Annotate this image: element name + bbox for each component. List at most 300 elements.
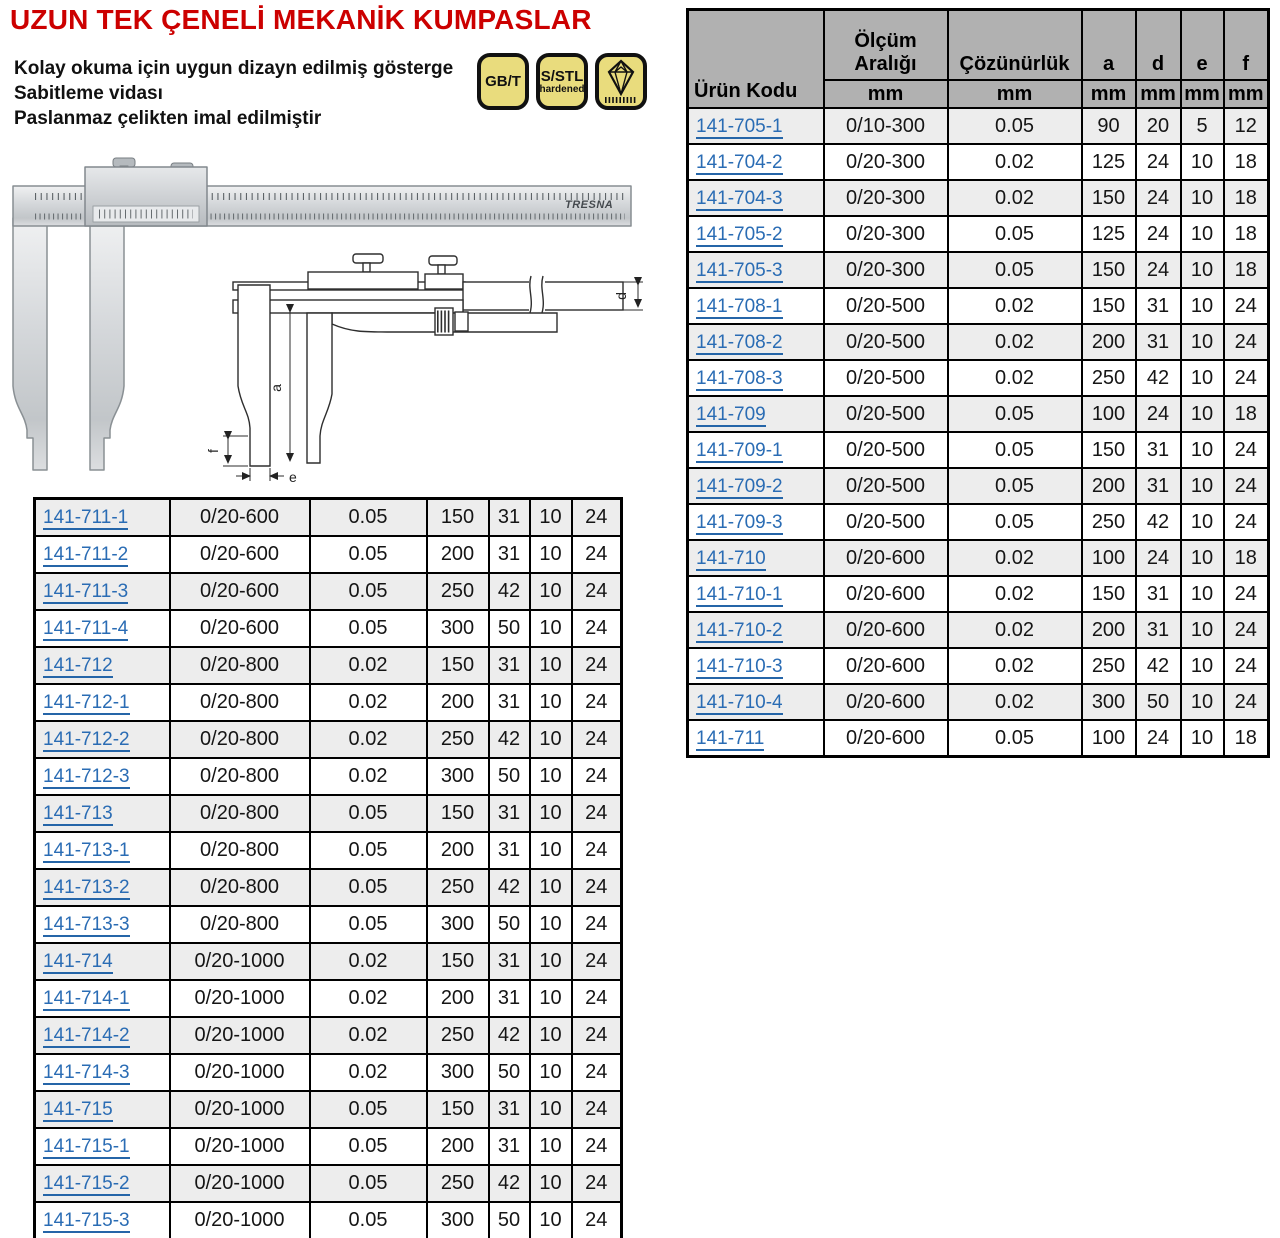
spec-value-cell: 200: [1082, 612, 1136, 648]
caliper-illustration: [5, 148, 645, 498]
spec-value-cell: 250: [427, 1017, 489, 1054]
unit-cell: mm: [1181, 80, 1224, 108]
spec-value-cell: 10: [1181, 396, 1224, 432]
product-code-link[interactable]: 141-710-1: [696, 583, 783, 605]
dim-label-a: a: [268, 384, 284, 392]
spec-value-cell: 50: [489, 610, 530, 647]
product-code-link[interactable]: 141-709-3: [696, 511, 783, 533]
left-spec-table: [33, 497, 623, 1238]
spec-value-cell: 24: [572, 832, 622, 869]
spec-value-cell: 200: [427, 980, 489, 1017]
table-row: [688, 252, 1269, 288]
spec-value-cell: 24: [1136, 216, 1181, 252]
table-row: [35, 610, 622, 647]
spec-value-cell: 10: [1181, 684, 1224, 720]
spec-value-cell: 42: [489, 869, 530, 906]
spec-value-cell: 10: [530, 1017, 572, 1054]
spec-value-cell: 300: [427, 1202, 489, 1238]
right-spec-table: [686, 8, 1270, 758]
spec-value-cell: 10: [530, 499, 572, 537]
spec-value-cell: 0/20-1000: [170, 1054, 310, 1091]
table-row: [35, 573, 622, 610]
product-code-cell: [35, 1202, 170, 1238]
spec-value-cell: 0.02: [948, 288, 1082, 324]
feature-line: Kolay okuma için uygun dizayn edilmiş gösterge: [14, 58, 454, 79]
spec-value-cell: 300: [427, 610, 489, 647]
product-code-cell: [35, 906, 170, 943]
spec-value-cell: 0/20-500: [824, 432, 948, 468]
dim-label-e: e: [289, 469, 297, 485]
spec-value-cell: 300: [427, 1054, 489, 1091]
table-row: [688, 540, 1269, 576]
spec-value-cell: 10: [530, 832, 572, 869]
table-row: [35, 906, 622, 943]
product-code-link[interactable]: 141-711-1: [43, 507, 129, 528]
spec-value-cell: 200: [427, 832, 489, 869]
col-header-e: e: [1181, 10, 1224, 81]
spec-value-cell: 18: [1224, 252, 1269, 288]
spec-value-cell: 0.05: [948, 504, 1082, 540]
spec-value-cell: 0/20-1000: [170, 943, 310, 980]
spec-value-cell: 42: [1136, 648, 1181, 684]
product-code-link[interactable]: 141-713-1: [43, 840, 130, 861]
spec-value-cell: 10: [530, 906, 572, 943]
spec-value-cell: 24: [572, 684, 622, 721]
product-code-cell: [35, 1128, 170, 1165]
product-code-link[interactable]: 141-715: [43, 1099, 113, 1120]
product-code-link[interactable]: 141-705-1: [696, 115, 783, 137]
table-row: [688, 360, 1269, 396]
spec-value-cell: 42: [489, 721, 530, 758]
product-code-link[interactable]: 141-711-2: [43, 544, 129, 565]
product-code-link[interactable]: 141-711-3: [43, 581, 129, 602]
spec-value-cell: 31: [1136, 324, 1181, 360]
spec-value-cell: 0/20-500: [824, 504, 948, 540]
product-code-link[interactable]: 141-712: [43, 655, 113, 676]
product-code-link[interactable]: 141-713: [43, 803, 113, 824]
spec-value-cell: 10: [530, 610, 572, 647]
product-code-cell: [688, 576, 824, 612]
spec-value-cell: 0.05: [310, 573, 427, 610]
table-row: [688, 108, 1269, 144]
table-row: [35, 869, 622, 906]
diamond-icon: [595, 53, 647, 110]
spec-value-cell: 24: [1224, 432, 1269, 468]
spec-value-cell: 150: [427, 1091, 489, 1128]
spec-value-cell: 24: [572, 1165, 622, 1202]
product-code-cell: [35, 721, 170, 758]
spec-value-cell: 50: [1136, 684, 1181, 720]
spec-value-cell: 24: [572, 610, 622, 647]
spec-value-cell: 0/20-800: [170, 906, 310, 943]
spec-value-cell: 0/20-800: [170, 684, 310, 721]
table-row: [688, 684, 1269, 720]
spec-value-cell: 0.05: [948, 252, 1082, 288]
spec-value-cell: 0.02: [310, 1017, 427, 1054]
spec-value-cell: 0.02: [948, 180, 1082, 216]
table-row: [688, 504, 1269, 540]
spec-value-cell: 0.02: [948, 684, 1082, 720]
spec-value-cell: 31: [1136, 288, 1181, 324]
spec-value-cell: 0/20-1000: [170, 1091, 310, 1128]
spec-value-cell: 0.05: [310, 499, 427, 537]
spec-value-cell: 24: [572, 1054, 622, 1091]
spec-value-cell: 0/20-500: [824, 288, 948, 324]
spec-value-cell: 0.02: [948, 612, 1082, 648]
spec-value-cell: 31: [489, 499, 530, 537]
unit-cell: mm: [1224, 80, 1269, 108]
product-code-link[interactable]: 141-708-2: [696, 331, 783, 353]
spec-value-cell: 42: [489, 1017, 530, 1054]
spec-value-cell: 0.02: [310, 721, 427, 758]
spec-value-cell: 10: [1181, 468, 1224, 504]
spec-value-cell: 10: [530, 573, 572, 610]
product-code-cell: [35, 536, 170, 573]
spec-value-cell: 0.05: [948, 468, 1082, 504]
table-row: [688, 648, 1269, 684]
spec-value-cell: 50: [489, 1054, 530, 1091]
spec-value-cell: 24: [1224, 288, 1269, 324]
table-row: [688, 720, 1269, 757]
spec-value-cell: 0/20-1000: [170, 980, 310, 1017]
spec-value-cell: 150: [427, 795, 489, 832]
feature-list: [14, 56, 453, 131]
brand-logo: TRESNA: [565, 199, 614, 211]
col-header-a: a: [1082, 10, 1136, 81]
spec-value-cell: 10: [530, 1091, 572, 1128]
spec-value-cell: 10: [530, 869, 572, 906]
spec-value-cell: 31: [489, 1128, 530, 1165]
spec-value-cell: 10: [530, 795, 572, 832]
spec-value-cell: 200: [427, 1128, 489, 1165]
spec-value-cell: 24: [1224, 504, 1269, 540]
spec-value-cell: 24: [572, 1091, 622, 1128]
product-code-link[interactable]: 141-709: [696, 403, 766, 425]
spec-value-cell: 10: [530, 536, 572, 573]
spec-value-cell: 24: [1136, 180, 1181, 216]
spec-value-cell: 0/20-300: [824, 252, 948, 288]
spec-value-cell: 0.05: [310, 869, 427, 906]
product-code-cell: [35, 869, 170, 906]
spec-value-cell: 250: [1082, 648, 1136, 684]
spec-value-cell: 0/20-600: [824, 612, 948, 648]
col-header-measuring-range: Ölçüm Aralığı: [824, 10, 948, 81]
spec-value-cell: 150: [1082, 432, 1136, 468]
spec-value-cell: 10: [530, 943, 572, 980]
spec-value-cell: 200: [1082, 324, 1136, 360]
col-header-resolution: Çözünürlük: [948, 10, 1082, 81]
table-row: [688, 612, 1269, 648]
product-code-link[interactable]: 141-714-2: [43, 1025, 130, 1046]
spec-value-cell: 18: [1224, 720, 1269, 757]
spec-value-cell: 10: [530, 980, 572, 1017]
spec-value-cell: 31: [489, 943, 530, 980]
product-code-cell: [35, 1165, 170, 1202]
spec-value-cell: 0.05: [310, 610, 427, 647]
spec-value-cell: 0/20-500: [824, 324, 948, 360]
table-row: [35, 721, 622, 758]
spec-value-cell: 0.05: [948, 108, 1082, 144]
table-row: [688, 144, 1269, 180]
product-code-cell: [35, 499, 170, 537]
product-code-link[interactable]: 141-713-2: [43, 877, 130, 898]
product-code-cell: [35, 1054, 170, 1091]
product-code-link[interactable]: 141-708-3: [696, 367, 783, 389]
spec-value-cell: 0.05: [310, 906, 427, 943]
spec-value-cell: 18: [1224, 540, 1269, 576]
product-code-link[interactable]: 141-704-2: [696, 151, 783, 173]
spec-value-cell: 18: [1224, 396, 1269, 432]
spec-value-cell: 10: [530, 684, 572, 721]
spec-value-cell: 0.02: [948, 576, 1082, 612]
product-code-link[interactable]: 141-704-3: [696, 187, 783, 209]
spec-value-cell: 31: [1136, 432, 1181, 468]
spec-value-cell: 18: [1224, 144, 1269, 180]
product-code-link[interactable]: 141-708-1: [696, 295, 783, 317]
product-code-link[interactable]: 141-714: [43, 951, 113, 972]
spec-value-cell: 150: [427, 943, 489, 980]
table-row: [688, 576, 1269, 612]
product-code-link[interactable]: 141-714-1: [43, 988, 130, 1009]
unit-cell: mm: [824, 80, 948, 108]
spec-value-cell: 10: [1181, 144, 1224, 180]
spec-value-cell: 31: [489, 536, 530, 573]
spec-value-cell: 10: [1181, 432, 1224, 468]
spec-value-cell: 31: [489, 980, 530, 1017]
spec-value-cell: 200: [427, 536, 489, 573]
product-code-link[interactable]: 141-711: [696, 727, 765, 749]
spec-value-cell: 50: [489, 906, 530, 943]
spec-value-cell: 0.05: [948, 720, 1082, 757]
spec-value-cell: 24: [1136, 252, 1181, 288]
product-code-cell: [688, 288, 824, 324]
product-code-link[interactable]: 141-710-3: [696, 655, 783, 677]
product-code-cell: [688, 684, 824, 720]
spec-value-cell: 250: [1082, 360, 1136, 396]
spec-value-cell: 18: [1224, 180, 1269, 216]
product-code-link[interactable]: 141-712-3: [43, 766, 130, 787]
table-row: [35, 980, 622, 1017]
spec-value-cell: 0/20-800: [170, 832, 310, 869]
spec-value-cell: 0/20-800: [170, 721, 310, 758]
product-code-cell: [688, 504, 824, 540]
spec-value-cell: 10: [530, 647, 572, 684]
spec-value-cell: 24: [572, 1017, 622, 1054]
product-code-cell: [688, 612, 824, 648]
spec-value-cell: 200: [1082, 468, 1136, 504]
spec-value-cell: 10: [1181, 324, 1224, 360]
spec-value-cell: 31: [1136, 576, 1181, 612]
spec-value-cell: 0.02: [948, 540, 1082, 576]
spec-value-cell: 150: [427, 647, 489, 684]
product-code-cell: [688, 648, 824, 684]
product-code-link[interactable]: 141-715-1: [43, 1136, 130, 1157]
table-row: [35, 1091, 622, 1128]
product-code-link[interactable]: 141-709-1: [696, 439, 783, 461]
product-code-link[interactable]: 141-713-3: [43, 914, 130, 935]
table-row: [688, 288, 1269, 324]
product-code-link[interactable]: 141-712-2: [43, 729, 130, 750]
product-code-link[interactable]: 141-710: [696, 547, 766, 569]
table-row: [688, 324, 1269, 360]
spec-value-cell: 0/20-1000: [170, 1128, 310, 1165]
spec-value-cell: 24: [572, 869, 622, 906]
product-code-link[interactable]: 141-710-4: [696, 691, 783, 713]
spec-value-cell: 0.05: [310, 795, 427, 832]
spec-value-cell: 42: [489, 1165, 530, 1202]
spec-value-cell: 250: [427, 721, 489, 758]
spec-value-cell: 24: [1224, 576, 1269, 612]
spec-value-cell: 0.05: [948, 396, 1082, 432]
col-header-f: f: [1224, 10, 1269, 81]
spec-value-cell: 24: [572, 647, 622, 684]
spec-value-cell: 200: [427, 684, 489, 721]
spec-value-cell: 150: [1082, 576, 1136, 612]
table-row: [35, 536, 622, 573]
spec-value-cell: 0/20-600: [824, 684, 948, 720]
spec-value-cell: 0.02: [310, 758, 427, 795]
spec-value-cell: 10: [530, 721, 572, 758]
spec-value-cell: 0.02: [948, 648, 1082, 684]
product-code-cell: [688, 720, 824, 757]
spec-value-cell: 0.05: [948, 216, 1082, 252]
spec-value-cell: 10: [1181, 288, 1224, 324]
spec-value-cell: 0.02: [948, 324, 1082, 360]
table-row: [35, 1017, 622, 1054]
spec-value-cell: 10: [1181, 360, 1224, 396]
spec-value-cell: 0/20-1000: [170, 1165, 310, 1202]
spec-value-cell: 24: [1136, 144, 1181, 180]
spec-value-cell: 300: [1082, 684, 1136, 720]
table-row: [688, 396, 1269, 432]
product-code-link[interactable]: 141-705-2: [696, 223, 783, 245]
spec-value-cell: 150: [1082, 180, 1136, 216]
spec-value-cell: 24: [572, 943, 622, 980]
table-row: [35, 1165, 622, 1202]
spec-value-cell: 31: [489, 647, 530, 684]
spec-value-cell: 0/20-500: [824, 396, 948, 432]
product-code-link[interactable]: 141-712-1: [43, 692, 130, 713]
table-row: [688, 180, 1269, 216]
spec-value-cell: 0/20-800: [170, 795, 310, 832]
spec-value-cell: 0.02: [310, 1054, 427, 1091]
spec-value-cell: 250: [427, 869, 489, 906]
spec-value-cell: 24: [1224, 684, 1269, 720]
badge-gbt: GB/T: [477, 53, 529, 110]
spec-value-cell: 100: [1082, 720, 1136, 757]
product-code-cell: [688, 324, 824, 360]
product-code-link[interactable]: 141-711-4: [43, 618, 129, 639]
spec-value-cell: 42: [1136, 360, 1181, 396]
spec-value-cell: 100: [1082, 540, 1136, 576]
product-code-link[interactable]: 141-710-2: [696, 619, 783, 641]
spec-value-cell: 0/20-600: [824, 720, 948, 757]
spec-value-cell: 31: [489, 832, 530, 869]
product-code-link[interactable]: 141-715-3: [43, 1210, 130, 1231]
page-title: UZUN TEK ÇENELİ MEKANİK KUMPASLAR: [10, 4, 592, 35]
spec-value-cell: 0.05: [310, 1165, 427, 1202]
spec-value-cell: 24: [1224, 468, 1269, 504]
table-row: [35, 758, 622, 795]
product-code-cell: [688, 432, 824, 468]
spec-value-cell: 10: [1181, 540, 1224, 576]
spec-value-cell: 31: [489, 684, 530, 721]
spec-value-cell: 31: [1136, 612, 1181, 648]
product-code-cell: [35, 795, 170, 832]
spec-value-cell: 125: [1082, 144, 1136, 180]
product-code-cell: [35, 943, 170, 980]
spec-value-cell: 24: [572, 980, 622, 1017]
spec-value-cell: 0/20-600: [170, 536, 310, 573]
product-code-cell: [688, 144, 824, 180]
table-row: [35, 795, 622, 832]
spec-value-cell: 250: [1082, 504, 1136, 540]
spec-value-cell: 24: [572, 721, 622, 758]
spec-value-cell: 24: [1224, 360, 1269, 396]
spec-value-cell: 125: [1082, 216, 1136, 252]
spec-value-cell: 0/20-1000: [170, 1017, 310, 1054]
product-code-link[interactable]: 141-709-2: [696, 475, 783, 497]
spec-value-cell: 24: [1136, 540, 1181, 576]
spec-value-cell: 24: [572, 536, 622, 573]
spec-value-cell: 0.05: [310, 536, 427, 573]
spec-value-cell: 0.05: [310, 1128, 427, 1165]
spec-value-cell: 20: [1136, 108, 1181, 144]
spec-value-cell: 10: [530, 1165, 572, 1202]
spec-value-cell: 0.02: [948, 144, 1082, 180]
unit-cell: mm: [1136, 80, 1181, 108]
spec-value-cell: 24: [572, 906, 622, 943]
spec-value-cell: 100: [1082, 396, 1136, 432]
product-code-link[interactable]: 141-714-3: [43, 1062, 130, 1083]
spec-value-cell: 150: [427, 499, 489, 537]
table-row: [35, 943, 622, 980]
spec-value-cell: 42: [1136, 504, 1181, 540]
product-code-cell: [688, 180, 824, 216]
spec-value-cell: 90: [1082, 108, 1136, 144]
spec-value-cell: 10: [1181, 648, 1224, 684]
spec-value-cell: 0/20-600: [824, 576, 948, 612]
spec-value-cell: 24: [572, 573, 622, 610]
spec-value-cell: 24: [572, 795, 622, 832]
spec-value-cell: 150: [1082, 288, 1136, 324]
spec-value-cell: 0/20-500: [824, 360, 948, 396]
product-code-cell: [688, 396, 824, 432]
spec-value-cell: 10: [1181, 252, 1224, 288]
spec-value-cell: 250: [427, 573, 489, 610]
unit-cell: mm: [948, 80, 1082, 108]
spec-value-cell: 0/20-600: [170, 610, 310, 647]
spec-value-cell: 18: [1224, 216, 1269, 252]
product-code-link[interactable]: 141-705-3: [696, 259, 783, 281]
spec-value-cell: 0/20-600: [824, 648, 948, 684]
product-code-cell: [688, 468, 824, 504]
spec-value-cell: 10: [1181, 504, 1224, 540]
spec-value-cell: 24: [572, 499, 622, 537]
spec-value-cell: 12: [1224, 108, 1269, 144]
product-code-link[interactable]: 141-715-2: [43, 1173, 130, 1194]
spec-value-cell: 250: [427, 1165, 489, 1202]
spec-value-cell: 300: [427, 758, 489, 795]
spec-value-cell: 150: [1082, 252, 1136, 288]
spec-value-cell: 10: [530, 1202, 572, 1238]
spec-value-cell: 31: [489, 1091, 530, 1128]
product-code-cell: [35, 832, 170, 869]
product-code-cell: [35, 684, 170, 721]
spec-value-cell: 10: [1181, 216, 1224, 252]
spec-value-cell: 10: [1181, 180, 1224, 216]
product-code-cell: [688, 216, 824, 252]
